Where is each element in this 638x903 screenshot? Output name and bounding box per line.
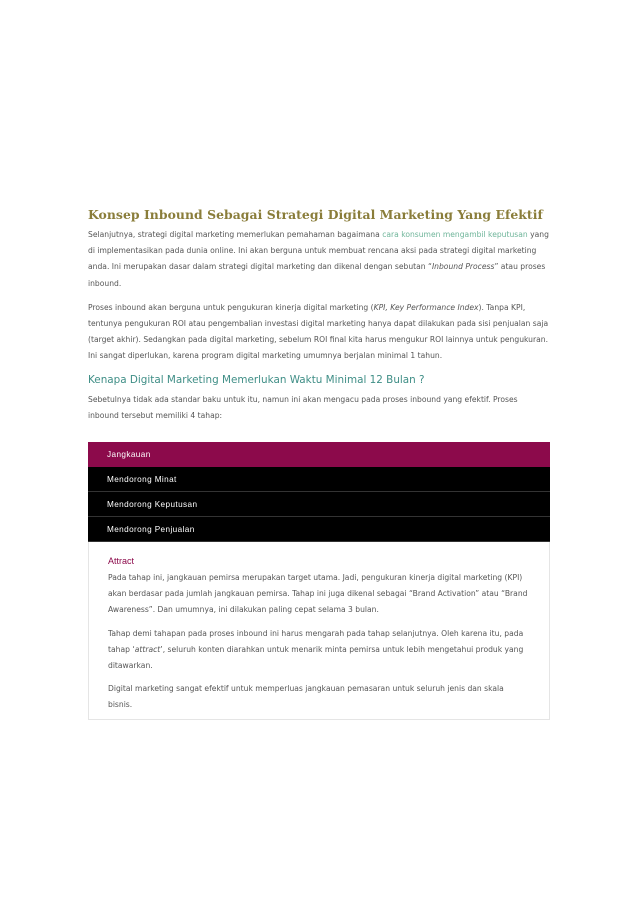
paragraph-kpi bbox=[88, 300, 550, 365]
text-span: Tahap demi tahapan pada proses inbound ini harus mengarah pada tahap selanjutnya. Oleh karena itu, pada tahap ‘ bbox=[108, 628, 524, 654]
tab-mendorong-minat[interactable]: Mendorong Minat bbox=[88, 467, 550, 492]
text-span: ). Tanpa KPI, tentunya pengukuran ROI atau pengembalian investasi digital marketing hanya dapat dilakukan pada sisi penjualan saja (target akhir). Sedangkan pada digital marketing, sebelum ROI final kita harus mengukur ROI lainnya untuk pengukuran. Ini sangat diperlukan, karena program digital marketing umumnya berjalan minimal 1 tahun. bbox=[88, 302, 549, 361]
tab-mendorong-keputusan[interactable]: Mendorong Keputusan bbox=[88, 492, 550, 517]
italic-text: KPI, Key Performance Index bbox=[373, 302, 479, 312]
tab-panel-attract bbox=[88, 542, 550, 720]
section-title-12-months: Kenapa Digital Marketing Memerlukan Waktu Minimal 12 Bulan ? bbox=[88, 373, 425, 386]
text-span: yang di implementasikan pada dunia online. Ini akan berguna untuk membuat rencana aksi pada strategi digital marketing anda. Ini merupakan dasar dalam strategi digital marketing dan dikenal dengan sebutan “ bbox=[88, 230, 549, 272]
text-span: Proses inbound akan berguna untuk pengukuran kinerja digital marketing ( bbox=[88, 302, 374, 312]
panel-paragraph-1: Pada tahap ini, jangkauan pemirsa merupakan target utama. Jadi, pengukuran kinerja digital marketing (KPI) akan berdasar pada jumlah jangkauan pemirsa. Tahap ini juga dikenal sebagai “Brand Activation” atau “Brand Awareness”. Dan umumnya, ini dilakukan paling cepat selama 3 bulan. bbox=[108, 573, 528, 615]
panel-paragraph-3: Digital marketing sangat efektif untuk memperluas jangkauan pemasaran untuk seluruh jenis dan skala bisnis. bbox=[108, 684, 504, 710]
link-consumer-decision[interactable]: cara konsumen mengambil keputusan bbox=[382, 230, 528, 239]
text-span: ” atau proses inbound. bbox=[88, 262, 546, 288]
italic-text: Inbound Process bbox=[431, 262, 495, 272]
paragraph-4-stages: Sebetulnya tidak ada standar baku untuk itu, namun ini akan mengacu pada proses inbound yang efektif. Proses inbound tersebut memiliki 4 tahap: bbox=[88, 394, 518, 420]
tab-jangkauan[interactable]: Jangkauan bbox=[88, 442, 550, 467]
section-title-inbound: Konsep Inbound Sebagai Strategi Digital Marketing Yang Efektif bbox=[88, 207, 543, 222]
italic-text: attract bbox=[134, 644, 161, 654]
panel-title: Attract bbox=[108, 556, 135, 567]
article-content bbox=[88, 207, 550, 720]
panel-paragraph-2 bbox=[108, 626, 530, 675]
paragraph-inbound-intro bbox=[88, 227, 550, 292]
text-span: Selanjutnya, strategi digital marketing memerlukan pemahaman bagaimana bbox=[88, 230, 383, 239]
tab-mendorong-penjualan[interactable]: Mendorong Penjualan bbox=[88, 517, 550, 542]
text-span: ’, seluruh konten diarahkan untuk menarik minta pemirsa untuk lebih mengetahui produk yang ditawarkan. bbox=[108, 644, 524, 671]
inbound-stage-tabs bbox=[88, 442, 550, 542]
